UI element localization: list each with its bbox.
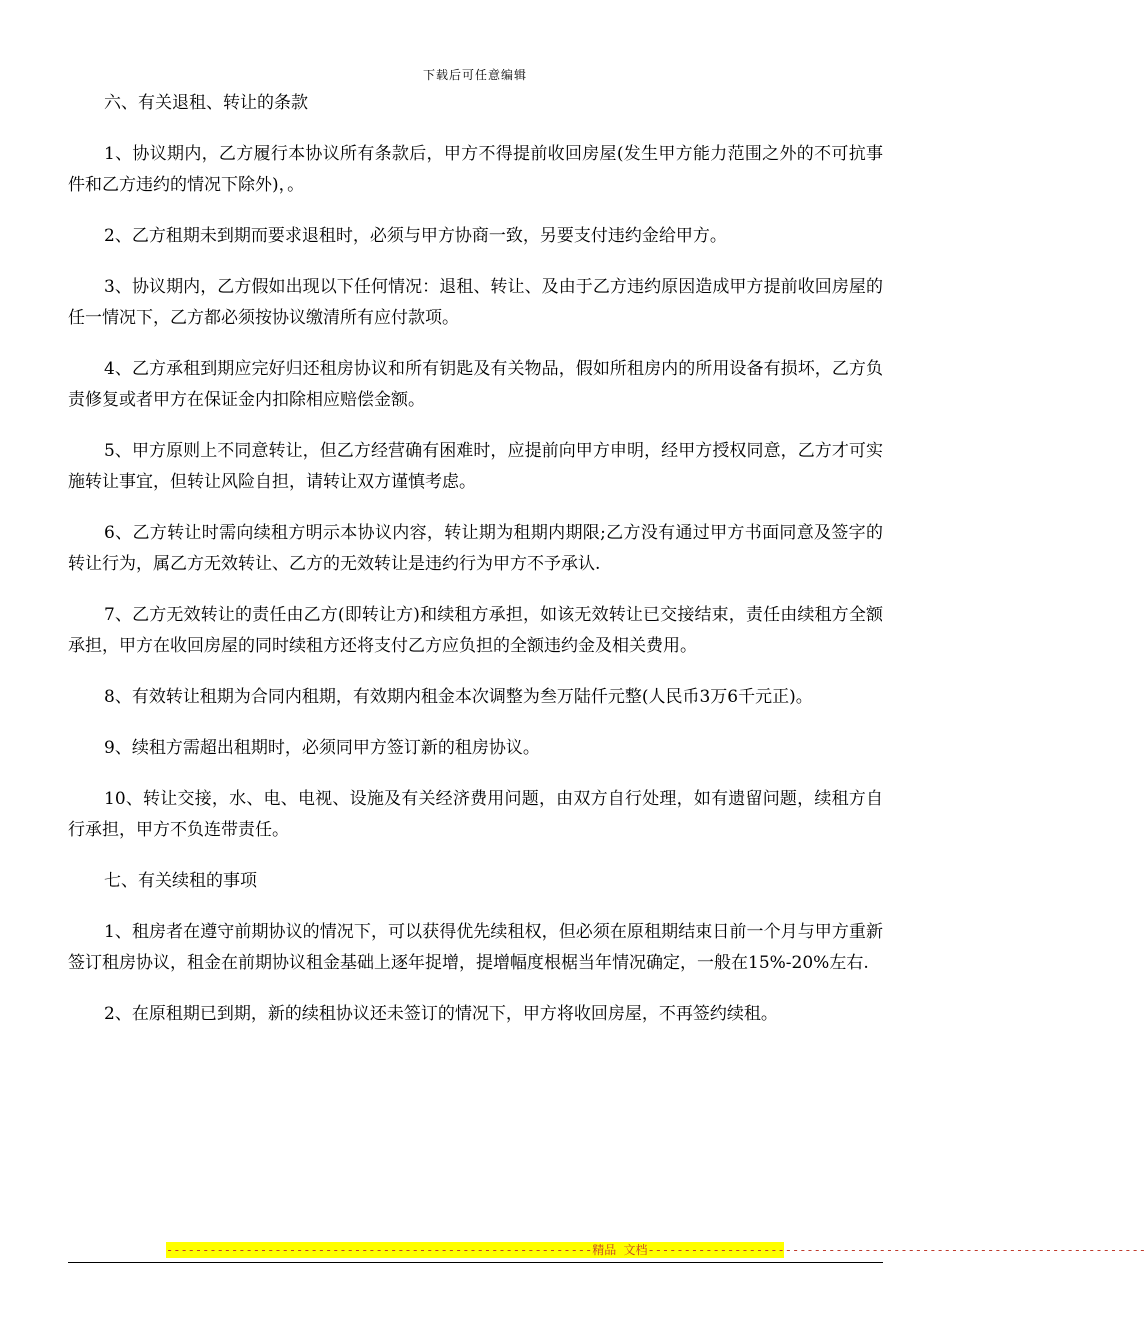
section-6-item-9: 9、续租方需超出租期时，必须同甲方签订新的租房协议。 <box>104 738 540 758</box>
section-6-item-2: 2、乙方租期未到期而要求退租时，必须与甲方协商一致，另要支付违约金给甲方。 <box>104 226 727 246</box>
section-6-item-7: 7、乙方无效转让的责任由乙方(即转让方)和续租方承担，如该无效转让已交接结束，责任由续租方全额承担，甲方在收回房屋的同时续租方还将支付乙方应负担的全额违约金及相关费用。 <box>68 605 883 656</box>
footer-banner: -----------------------------------------------------------精品 文档--------------------------------------------------------------------- <box>166 1243 1146 1257</box>
header-note: 下载后可任意编辑 <box>422 68 527 82</box>
section-6-item-5: 5、甲方原则上不同意转让，但乙方经营确有困难时，应提前向甲方申明，经甲方授权同意，乙方才可实施转让事宜，但转让风险自担，请转让双方谨慎考虑。 <box>68 441 883 492</box>
section-6-title: 六、有关退租、转让的条款 <box>104 93 308 113</box>
section-6-item-1: 1、协议期内，乙方履行本协议所有条款后，甲方不得提前收回房屋(发生甲方能力范围之外的不可抗事件和乙方违约的情况下除外)，。 <box>68 144 883 195</box>
section-7-item-1: 1、租房者在遵守前期协议的情况下，可以获得优先续租权，但必须在原租期结束日前一个月与甲方重新签订租房协议，租金在前期协议租金基础上逐年捉增，提增幅度根椐当年情况确定，一般在15%-20%左右. <box>68 922 883 973</box>
section-6-item-8: 8、有效转让租期为合同内租期，有效期内租金本次调整为叁万陆仟元整(人民币3万6千元正)。 <box>104 687 813 707</box>
footer-divider <box>68 1262 883 1263</box>
section-7-title: 七、有关续租的事项 <box>104 871 257 891</box>
section-7-item-2: 2、在原租期已到期，新的续租协议还未签订的情况下，甲方将收回房屋，不再签约续租。 <box>104 1004 778 1024</box>
section-6-item-6: 6、乙方转让时需向续租方明示本协议内容，转让期为租期内期限;乙方没有通过甲方书面同意及签字的转让行为，属乙方无效转让、乙方的无效转让是违约行为甲方不予承认. <box>68 523 883 574</box>
document-body <box>68 88 883 1050</box>
section-6-item-3: 3、协议期内，乙方假如出现以下任何情况：退租、转让、及由于乙方违约原因造成甲方提前收回房屋的任一情况下，乙方都必须按协议缴清所有应付款项。 <box>68 277 883 328</box>
section-6-item-10: 10、转让交接，水、电、电视、设施及有关经济费用问题，由双方自行处理，如有遗留问题，续租方自行承担，甲方不负连带责任。 <box>68 789 883 840</box>
section-6-item-4: 4、乙方承租到期应完好归还租房协议和所有钥匙及有关物品，假如所租房内的所用设备有损坏，乙方负责修复或者甲方在保证金内扣除相应赔偿金额。 <box>68 359 883 410</box>
